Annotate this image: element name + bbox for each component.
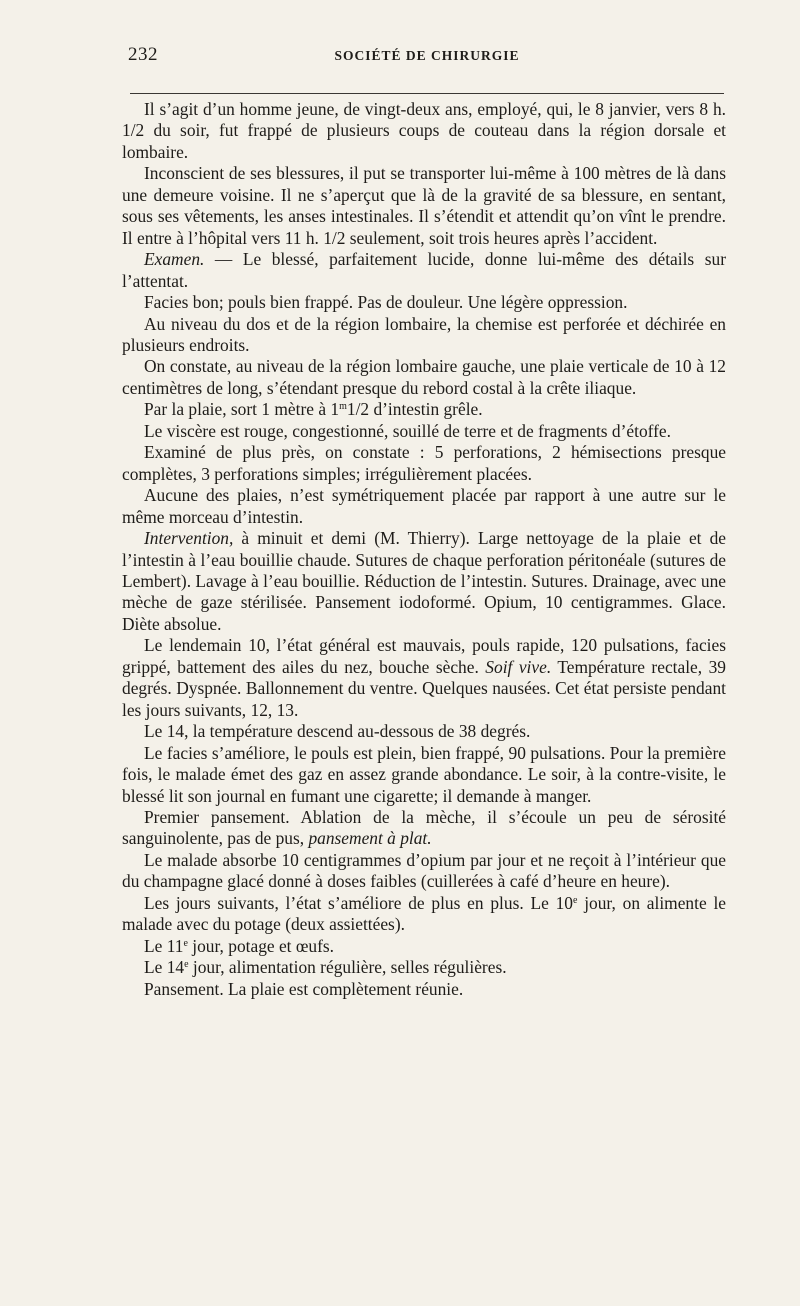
paragraph-text: On constate, au niveau de la région lombaire gauche, une plaie verticale de 10 à 12 centimètres de long, s’étendant presque du rebord costal à la crête iliaque. bbox=[122, 356, 726, 398]
paragraph bbox=[122, 936, 726, 957]
paragraph bbox=[122, 893, 726, 936]
superscript: e bbox=[572, 894, 578, 906]
paragraph-lead: Intervention, bbox=[144, 528, 234, 549]
paragraph bbox=[122, 99, 726, 163]
paragraph-text: Inconscient de ses blessures, il put se transporter lui-même à 100 mètres de là dans une demeure voisine. Il ne s’aperçut que là de la gravité de sa blessure, en sentant, sous ses vêtements, les anses intestinales. Il s’étendit et attendit qu’on vînt le prendre. Il entre à l’hôpital vers 11 h. 1/2 seulement, soit trois heures après l’accident. bbox=[122, 163, 726, 248]
superscript: e bbox=[184, 959, 189, 971]
paragraph-text: à minuit et demi (M. Thierry). Large nettoyage de la plaie et de l’intestin à l’eau bouillie chaude. Sutures de chaque perforation péritonéale (sutures de Lembert). Lavage à l’eau bouillie. Réduction de l’intestin. Sutures. Drainage, avec une mèche de gaze stérilisée. Pansement iodoformé. Opium, 10 centigrammes. Glace. Diète absolue. bbox=[122, 528, 726, 634]
paragraph bbox=[122, 721, 726, 742]
superscript: m bbox=[339, 401, 347, 413]
paragraph-text: Aucune des plaies, n’est symétriquement placée par rapport à une autre sur le même morceau d’intestin. bbox=[122, 485, 726, 527]
paragraph bbox=[122, 399, 726, 420]
paragraph-text: Examiné de plus près, on constate : 5 perforations, 2 hémisections presque complètes, 3 perforations simples; irrégulièrement placées. bbox=[122, 442, 726, 484]
paragraph bbox=[122, 528, 726, 635]
paragraph-text: Le viscère est rouge, congestionné, souillé de terre et de fragments d’étoffe. bbox=[144, 420, 671, 441]
header-rule bbox=[130, 93, 724, 94]
paragraph-text: Pansement. La plaie est complètement réunie. bbox=[144, 978, 464, 999]
paragraph bbox=[122, 442, 726, 485]
paragraph-text: — Le blessé, parfaitement lucide, donne lui-même des détails sur l’attentat. bbox=[122, 249, 726, 291]
page-header bbox=[128, 44, 726, 72]
italic-text: pansement à plat. bbox=[308, 828, 432, 849]
paragraph-text-continued: jour, alimentation régulière, selles régulières. bbox=[188, 957, 507, 978]
paragraph bbox=[122, 249, 726, 292]
paragraph bbox=[122, 957, 726, 978]
paragraph bbox=[122, 979, 726, 1000]
paragraph bbox=[122, 356, 726, 399]
paragraph-text: Au niveau du dos et de la région lombaire, la chemise est perforée et déchirée en plusieurs endroits. bbox=[122, 313, 726, 355]
superscript: e bbox=[183, 937, 188, 949]
paragraph-text: Le 11 bbox=[144, 935, 184, 956]
paragraph-text-continued: Température rectale, 39 degrés. Dyspnée. Ballonnement du ventre. Quelques nausées. Cet état persiste pendant les jours suivants, 12, 13. bbox=[122, 656, 726, 720]
paragraph-text: Premier pansement. Ablation de la mèche, il s’écoule un peu de sérosité sanguinolente, pas de pus, bbox=[122, 806, 726, 849]
paragraph-text: Le 14 bbox=[144, 957, 185, 978]
paragraph-text-continued: jour, on alimente le malade avec du potage (deux assiettées). bbox=[122, 892, 726, 935]
paragraph-text: Le facies s’améliore, le pouls est plein, bien frappé, 90 pulsations. Pour la première fois, le malade émet des gaz en assez grande abondance. Le soir, à la contre-visite, le blessé lit son journal en fumant une cigarette; il demande à manger. bbox=[122, 742, 726, 806]
paragraph-text-continued: jour, potage et œufs. bbox=[187, 935, 335, 956]
paragraph bbox=[122, 807, 726, 850]
paragraph-text: Par la plaie, sort 1 mètre à 1 bbox=[144, 399, 340, 420]
paragraph-text: Le 14, la température descend au-dessous de 38 degrés. bbox=[144, 721, 531, 742]
paragraph bbox=[122, 421, 726, 442]
body-text bbox=[122, 99, 726, 1000]
italic-text: Soif vive. bbox=[485, 656, 552, 677]
paragraph bbox=[122, 292, 726, 313]
paragraph bbox=[122, 850, 726, 893]
paragraph-lead: Examen. bbox=[144, 249, 205, 270]
paragraph bbox=[122, 743, 726, 807]
paragraph-text: Les jours suivants, l’état s’améliore de plus en plus. Le 10 bbox=[144, 892, 573, 913]
paragraph bbox=[122, 635, 726, 721]
paragraph-text: Le malade absorbe 10 centigrammes d’opium par jour et ne reçoit à l’intérieur que du champagne glacé donné à doses faibles (cuillerées à café d’heure en heure). bbox=[122, 849, 726, 892]
paragraph bbox=[122, 485, 726, 528]
paragraph-text-continued: 1/2 d’intestin grêle. bbox=[346, 399, 483, 420]
paragraph bbox=[122, 314, 726, 357]
page-number: 232 bbox=[128, 44, 158, 65]
paragraph-text: Il s’agit d’un homme jeune, de vingt-deux ans, employé, qui, le 8 janvier, vers 8 h. 1/2 du soir, fut frappé de plusieurs coups de couteau dans la région dorsale et lombaire. bbox=[122, 99, 726, 162]
paragraph-text: Le lendemain 10, l’état général est mauvais, pouls rapide, 120 pulsations, facies grippé, battement des ailes du nez, bouche sèche. bbox=[122, 635, 726, 677]
paragraph-text: Facies bon; pouls bien frappé. Pas de douleur. Une légère oppression. bbox=[144, 292, 628, 313]
paragraph bbox=[122, 163, 726, 249]
running-title: SOCIÉTÉ DE CHIRURGIE bbox=[334, 48, 520, 63]
